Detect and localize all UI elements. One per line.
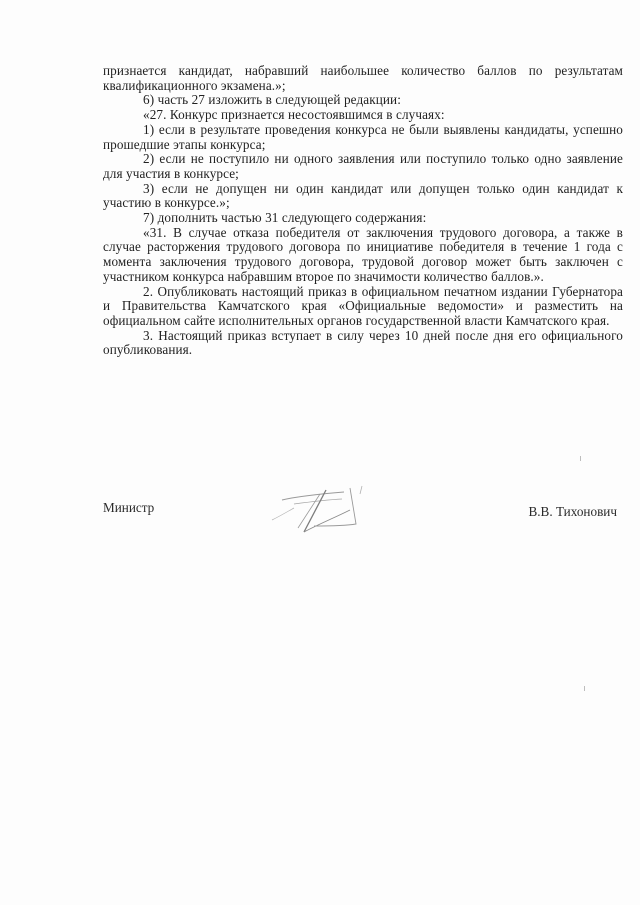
paragraph-continuation: признается кандидат, набравший наибольшее количество баллов по результатам квалификационного экзамена.»; — [103, 63, 623, 93]
paragraph-case-1: 1) если в результате проведения конкурса не были выявлены кандидаты, успешно прошедшие этапы конкурса; — [103, 121, 623, 152]
paragraph-case-2: 2) если не поступило ни одного заявления или поступило только одно заявление для участия в конкурсе; — [103, 151, 623, 181]
paragraph-effective: 3. Настоящий приказ вступает в силу через 10 дней после дня его официального опубликования. — [103, 327, 623, 358]
signature-row — [103, 496, 623, 536]
document-body — [103, 64, 623, 358]
paragraph-publish: 2. Опубликовать настоящий приказ в официальном печатном издании Губернатора и Правительства Камчатского края «Официальные ведомости» и разместить на официальном сайте исполнительных органов государственной власти Камчатского края. — [103, 283, 623, 328]
paragraph-item-7: 7) дополнить частью 31 следующего содержания: — [143, 210, 427, 226]
paragraph-part-27: «27. Конкурс признается несостоявшимся в случаях: — [143, 107, 445, 123]
paragraph-part-31: «31. В случае отказа победителя от заключения трудового договора, а также в случае расторжения трудового договора по инициативе победителя в течение 1 года с момента заключения трудового договора, трудовой договор может быть заключен с участником конкурса набравшим второе по значимости количество баллов.». — [103, 224, 623, 284]
paragraph-item-6: 6) часть 27 изложить в следующей редакции: — [143, 92, 401, 108]
scan-speck — [580, 456, 581, 461]
signatory-title: Министр — [103, 500, 155, 515]
paragraph-case-3: 3) если не допущен ни один кандидат или допущен только один кандидат к участию в конкурсе.»; — [103, 180, 623, 211]
scan-speck — [584, 686, 585, 691]
signatory-name: В.В. Тихонович — [528, 504, 617, 519]
